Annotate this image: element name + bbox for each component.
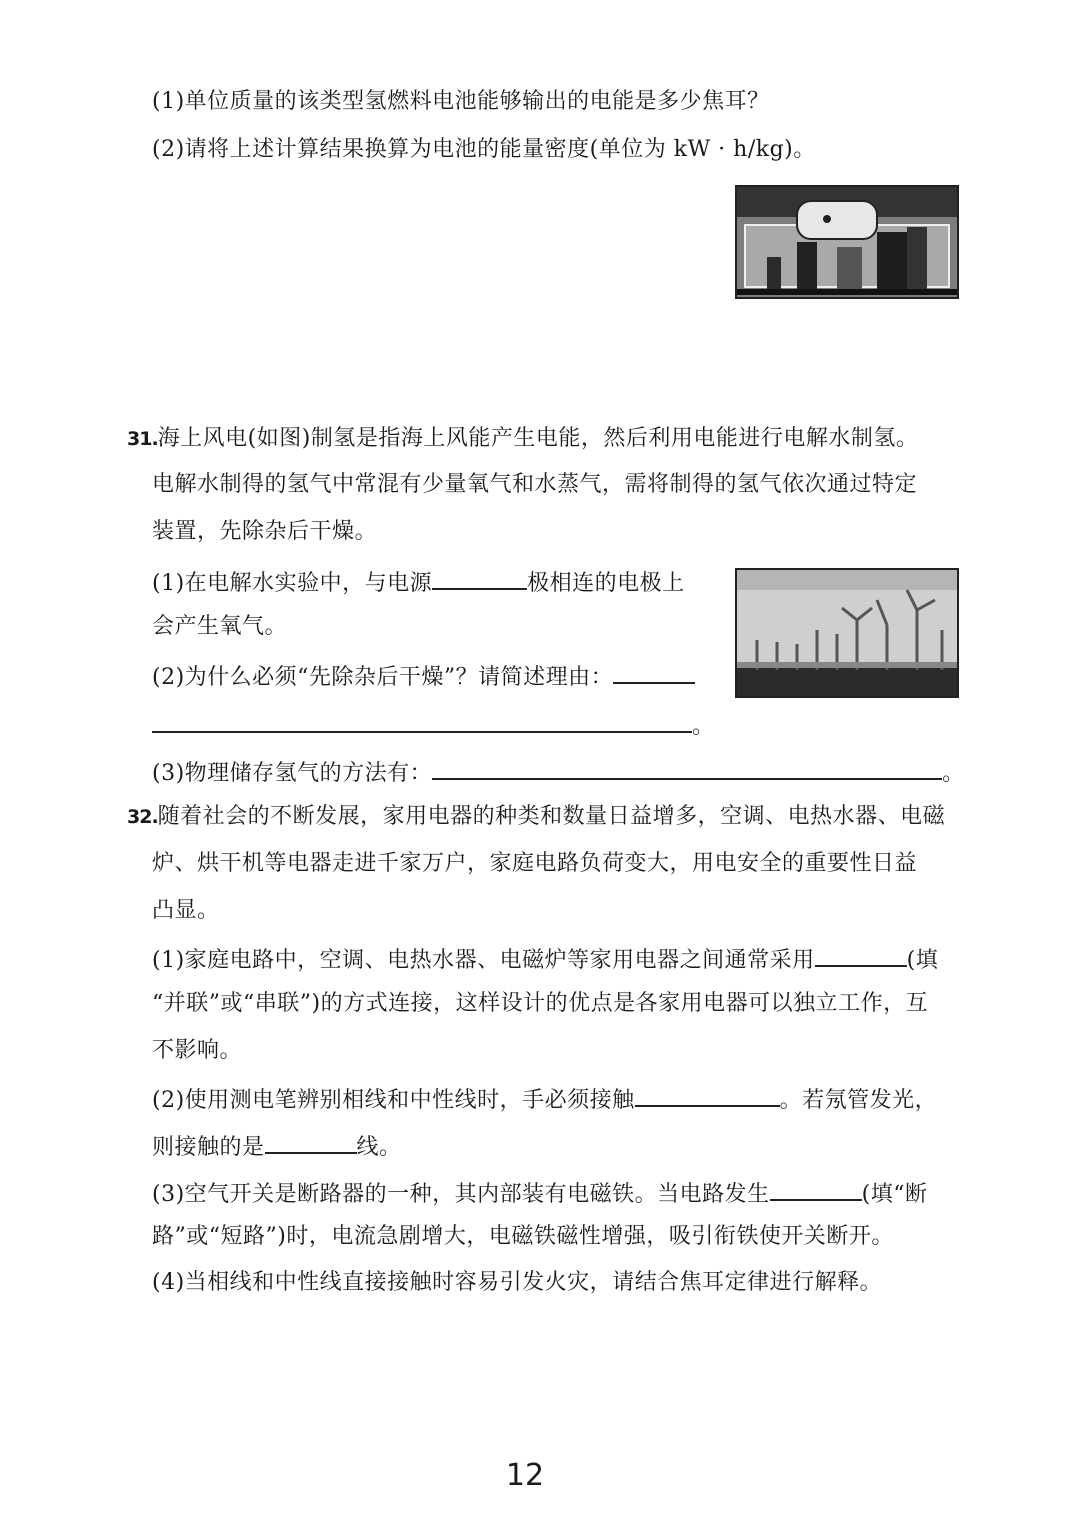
q32-sub4: (4)当相线和中性线直接接触时容易引发火灾，请结合焦耳定律进行解释。 xyxy=(152,1270,883,1295)
q31-stem-line1 xyxy=(127,425,918,453)
q32-stem-line2: 炉、烘干机等电器走进千家万户，家庭电路负荷变大，用电安全的重要性日益 xyxy=(152,851,918,876)
q31-number: 31. xyxy=(127,428,158,450)
q32-sub2-line2 xyxy=(152,1130,402,1162)
wind-turbine-illustration xyxy=(737,570,957,696)
q31-sub1-answer-blank[interactable] xyxy=(432,566,527,590)
q31-sub2-text: (2)为什么必须“先除杂后干燥”？请简述理由： xyxy=(152,665,614,690)
q31-sub3 xyxy=(152,756,965,788)
q30-sub2: (2)请将上述计算结果换算为电池的能量密度(单位为 kW · h/kg)。 xyxy=(152,137,816,162)
q32-sub1 xyxy=(152,943,938,975)
q31-sub2-end: 。 xyxy=(692,714,715,739)
q32-sub2-text-c: 则接触的是 xyxy=(152,1135,265,1160)
q32-sub2-text-d: 线。 xyxy=(356,1135,402,1160)
q32-sub3-line2: 路”或“短路”)时，电流急剧增大，电磁铁磁性增强，吸引衔铁使开关断开。 xyxy=(152,1224,894,1249)
q32-sub2-answer-blank-2[interactable] xyxy=(265,1130,357,1154)
q32-sub1-answer-blank[interactable] xyxy=(815,943,907,967)
q32-sub1-text-b: (填 xyxy=(906,948,939,973)
q31-sub2 xyxy=(152,660,695,692)
q32-sub2 xyxy=(152,1083,937,1115)
q30-sub1: (1)单位质量的该类型氢燃料电池能够输出的电能是多少焦耳？ xyxy=(152,89,770,114)
q31-sub3-answer-blank[interactable] xyxy=(432,756,942,780)
page-number: 12 xyxy=(505,1458,545,1493)
q31-sub1-text-a: (1)在电解水实验中，与电源 xyxy=(152,571,433,596)
q32-stem-line1 xyxy=(127,803,945,831)
q31-sub2-answer-blank-2[interactable] xyxy=(152,709,692,733)
q32-sub2-answer-blank-1[interactable] xyxy=(635,1083,780,1107)
q31-sub1-text-b: 极相连的电极上 xyxy=(527,571,685,596)
q32-sub3-text-a: (3)空气开关是断路器的一种，其内部装有电磁铁。当电路发生 xyxy=(152,1182,770,1207)
q32-stem-text1: 随着社会的不断发展，家用电器的种类和数量日益增多，空调、电热水器、电磁 xyxy=(157,804,946,829)
q32-sub2-text-a: (2)使用测电笔辨别相线和中性线时，手必须接触 xyxy=(152,1088,635,1113)
q31-sub1 xyxy=(152,566,685,598)
fuel-cell-car-photo xyxy=(735,185,959,299)
q31-sub2-answer-blank-1[interactable] xyxy=(613,660,695,684)
q32-stem-line3: 凸显。 xyxy=(152,898,220,923)
q32-sub1-line3: 不影响。 xyxy=(152,1038,243,1063)
car-illustration xyxy=(737,187,957,297)
q32-sub3 xyxy=(152,1177,928,1209)
q31-stem-text1: 海上风电(如图)制氢是指海上风能产生电能，然后利用电能进行电解水制氢。 xyxy=(157,426,919,451)
q32-sub3-text-b: (填“断 xyxy=(861,1182,928,1207)
q32-sub2-text-b: 。若氖管发光， xyxy=(779,1088,938,1113)
q31-sub3-text: (3)物理储存氢气的方法有： xyxy=(152,761,433,786)
q31-stem-line2: 电解水制得的氢气中常混有少量氧气和水蒸气，需将制得的氢气依次通过特定 xyxy=(152,472,918,497)
q31-sub2-line2 xyxy=(152,709,715,741)
q31-sub1-line2: 会产生氧气。 xyxy=(152,614,288,639)
q32-sub1-line2: “并联”或“串联”)的方式连接，这样设计的优点是各家用电器可以独立工作，互 xyxy=(152,991,929,1016)
q31-sub3-end: 。 xyxy=(942,761,965,786)
q32-sub1-text-a: (1)家庭电路中，空调、电热水器、电磁炉等家用电器之间通常采用 xyxy=(152,948,815,973)
q32-number: 32. xyxy=(127,806,158,828)
offshore-wind-photo xyxy=(735,568,959,698)
q31-stem-line3: 装置，先除杂后干燥。 xyxy=(152,519,378,544)
q32-sub3-answer-blank[interactable] xyxy=(770,1177,862,1201)
